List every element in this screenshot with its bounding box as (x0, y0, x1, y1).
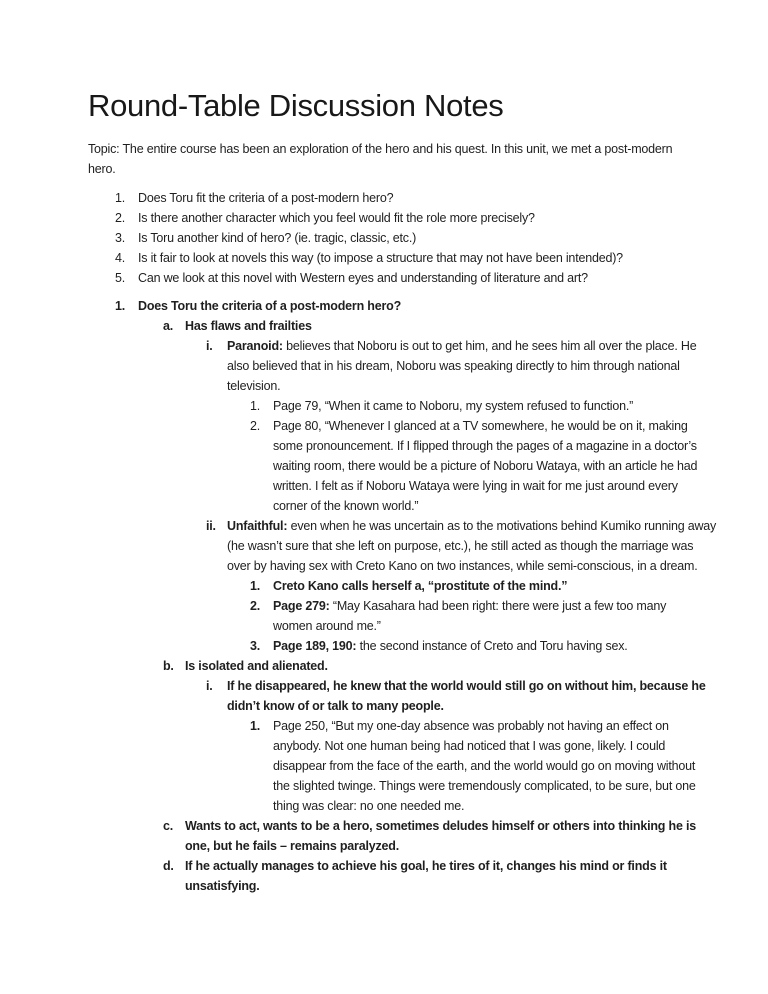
list-text: Page 250, “But my one-day absence was probably not having an effect on anybody. Not one human being had noticed that I was gone, likely. I could disappear from the face of the earth, and the world would go on moving without the slighted twinge. Things were tremendously complicated, to be sure, but one thing was clear: no one needed me. (273, 719, 696, 813)
list-marker: 1. (115, 191, 126, 205)
list-text: Page 79, “When it came to Noboru, my system refused to function.” (273, 399, 634, 413)
outline-item (88, 816, 720, 856)
outline-item (88, 316, 720, 336)
list-text: Page 80, “Whenever I glanced at a TV somewhere, he would be on it, making some pronouncement. If I flipped through the pages of a magazine in a doctor’s waiting room, there would be a picture of Noboru Wataya, with an article he had written. I felt as if Noboru Wataya were lying in wait for me just around every corner of the known world.” (273, 419, 698, 513)
outline-item (88, 416, 720, 516)
list-marker: ii. (206, 519, 216, 533)
list-marker: 2. (115, 211, 126, 225)
list-text: If he actually manages to achieve his goal, he tires of it, changes his mind or finds it unsatisfying. (185, 859, 667, 893)
list-text: Does Toru fit the criteria of a post-modern hero? (138, 191, 394, 205)
question-item (88, 248, 720, 268)
list-marker: 2. (250, 599, 261, 613)
list-marker: i. (206, 679, 213, 693)
question-item (88, 208, 720, 228)
question-item (88, 188, 720, 208)
list-text: Unfaithful: even when he was uncertain as to the motivations behind Kumiko running away (he wasn’t sure that she left on purpose, etc.), he still acted as though the marriage was over by having sex with Creto Kano on two instances, while semi-conscious, in a dream. (227, 519, 717, 573)
list-text: Page 189, 190: the second instance of Creto and Toru having sex. (273, 639, 628, 653)
question-item (88, 268, 720, 288)
list-marker: 1. (250, 399, 261, 413)
outline-item (88, 676, 720, 716)
list-text: Is there another character which you feel would fit the role more precisely? (138, 211, 535, 225)
outline-item (88, 656, 720, 676)
list-text: Wants to act, wants to be a hero, sometimes deludes himself or others into thinking he is one, but he fails – remains paralyzed. (185, 819, 696, 853)
list-marker: 3. (250, 639, 261, 653)
list-text: Creto Kano calls herself a, “prostitute of the mind.” (273, 579, 568, 593)
list-marker: c. (163, 819, 174, 833)
list-marker: 2. (250, 419, 261, 433)
list-text: Has flaws and frailties (185, 319, 312, 333)
list-marker: 1. (250, 579, 261, 593)
list-marker: 4. (115, 251, 126, 265)
list-marker: d. (163, 859, 174, 873)
list-text: Paranoid: believes that Noboru is out to get him, and he sees him all over the place. He also believed that in his dream, Noboru was speaking directly to him through national television. (227, 339, 697, 393)
list-marker: 3. (115, 231, 126, 245)
outline-item (88, 296, 720, 316)
list-marker: 1. (250, 719, 261, 733)
list-text: Does Toru the criteria of a post-modern hero? (138, 299, 402, 313)
outline-item (88, 336, 720, 396)
question-item (88, 228, 720, 248)
list-text: Can we look at this novel with Western eyes and understanding of literature and art? (138, 271, 588, 285)
list-marker: a. (163, 319, 174, 333)
list-text: Is it fair to look at novels this way (to impose a structure that may not have been intended)? (138, 251, 623, 265)
list-marker: i. (206, 339, 213, 353)
outline-list (88, 296, 720, 896)
list-text: Page 279: “May Kasahara had been right: there were just a few too many women around me.” (273, 599, 667, 633)
outline-item (88, 856, 720, 896)
list-marker: 5. (115, 271, 126, 285)
list-text: Is Toru another kind of hero? (ie. tragic, classic, etc.) (138, 231, 417, 245)
list-text: Is isolated and alienated. (185, 659, 328, 673)
list-marker: 1. (115, 299, 126, 313)
topic-paragraph: Topic: The entire course has been an exploration of the hero and his quest. In this unit, we met a post-modern hero. (88, 142, 673, 176)
outline-item (88, 636, 720, 656)
outline-item (88, 576, 720, 596)
outline-item (88, 396, 720, 416)
outline-item (88, 716, 720, 816)
outline-item (88, 516, 720, 576)
page-title: Round-Table Discussion Notes (88, 88, 504, 123)
outline-item (88, 596, 720, 636)
list-marker: b. (163, 659, 174, 673)
discussion-questions-list (88, 188, 720, 288)
list-text: If he disappeared, he knew that the world would still go on without him, because he didn’t know of or talk to many people. (227, 679, 706, 713)
